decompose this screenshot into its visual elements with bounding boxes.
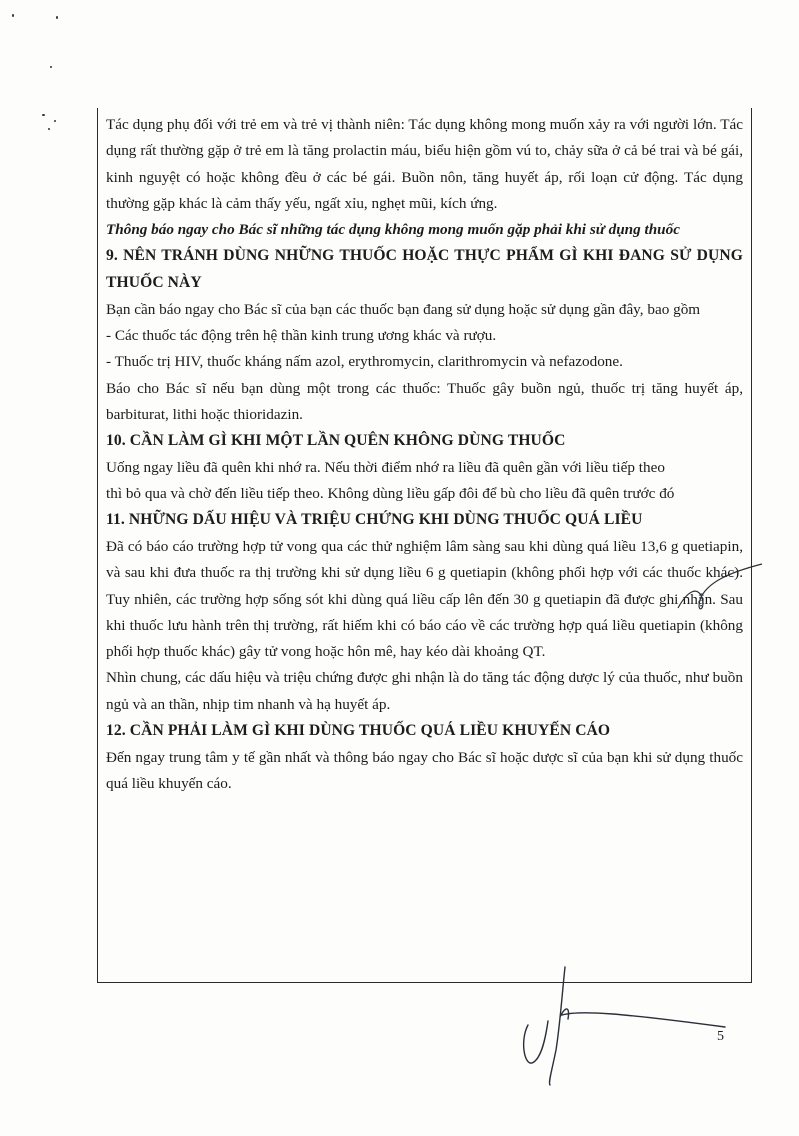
section-10-line-1: Uống ngay liều đã quên khi nhớ ra. Nếu thời điểm nhớ ra liều đã quên gần với liều tiếp theo	[106, 458, 665, 476]
section-9-closing: Báo cho Bác sĩ nếu bạn dùng một trong các thuốc: Thuốc gây buồn ngủ, thuốc trị tăng huyết áp, barbiturat, lithi hoặc thioridazin.	[106, 379, 743, 423]
section-9-heading: 9. NÊN TRÁNH DÙNG NHỮNG THUỐC HOẶC THỰC PHẨM GÌ KHI ĐANG SỬ DỤNG THUỐC NÀY	[106, 247, 743, 292]
section-9-intro: Bạn cần báo ngay cho Bác sĩ của bạn các thuốc bạn đang sử dụng hoặc sử dụng gần đây, bao gồm	[106, 300, 701, 318]
document-frame	[97, 108, 752, 983]
handwritten-mark	[676, 560, 766, 620]
children-side-effects-paragraph: Tác dụng phụ đối với trẻ em và trẻ vị thành niên: Tác dụng không mong muốn xảy ra với người lớn. Tác dụng rất thường gặp ở trẻ em là tăng prolactin máu, biểu hiện gồm vú to, chảy sữa ở cả bé trai và bé gái, kinh nguyệt có hoặc không đều ở các bé gái. Buồn nôn, tăng huyết áp, rối loạn cử động. Tác dụng thường gặp khác là cảm thấy yếu, ngất xỉu, nghẹt mũi, kích ứng.	[106, 116, 743, 212]
section-9-item-2: - Thuốc trị HIV, thuốc kháng nấm azol, erythromycin, clarithromycin và nefazodone.	[106, 353, 623, 371]
section-10-line-2: thì bỏ qua và chờ đến liều tiếp theo. Không dùng liều gấp đôi để bù cho liều đã quên trước đó	[106, 485, 675, 503]
section-11-paragraph-1: Đã có báo cáo trường hợp tử vong qua các thử nghiệm lâm sàng sau khi dùng quá liều 13,6 g quetiapin, và sau khi đưa thuốc ra thị trường khi sử dụng liều 6 g quetiapin (không phối hợp với các thuốc khác). Tuy nhiên, các trường hợp sống sót khi dùng quá liều cấp lên đến 30 g quetiapin đã được ghi nhận. Sau khi thuốc lưu hành trên thị trường, rất hiếm khi có báo cáo về các trường hợp quá liều quetiapin (không phối hợp thuốc khác) gây tử vong hoặc hôn mê, hay kéo dài khoảng QT.	[106, 537, 743, 661]
section-12-paragraph: Đến ngay trung tâm y tế gần nhất và thông báo ngay cho Bác sĩ hoặc dược sĩ của bạn khi sử dụng thuốc quá liều khuyến cáo.	[106, 748, 743, 792]
section-9-item-1: - Các thuốc tác động trên hệ thần kinh trung ương khác và rượu.	[106, 326, 497, 344]
section-11-heading: 11. NHỮNG DẤU HIỆU VÀ TRIỆU CHỨNG KHI DÙNG THUỐC QUÁ LIỀU	[106, 511, 643, 529]
signature	[510, 955, 730, 1090]
section-12-heading: 12. CẦN PHẢI LÀM GÌ KHI DÙNG THUỐC QUÁ LIỀU KHUYẾN CÁO	[106, 722, 611, 740]
page-number: 5	[717, 1029, 724, 1044]
section-10-heading: 10. CẦN LÀM GÌ KHI MỘT LẦN QUÊN KHÔNG DÙNG THUỐC	[106, 432, 566, 450]
section-11-paragraph-2: Nhìn chung, các dấu hiệu và triệu chứng được ghi nhận là do tăng tác động dược lý của thuốc, như buồn ngủ và an thần, nhịp tim nhanh và hạ huyết áp.	[106, 669, 743, 713]
notice-paragraph: Thông báo ngay cho Bác sĩ những tác dụng không mong muốn gặp phải khi sử dụng thuốc	[106, 221, 680, 239]
